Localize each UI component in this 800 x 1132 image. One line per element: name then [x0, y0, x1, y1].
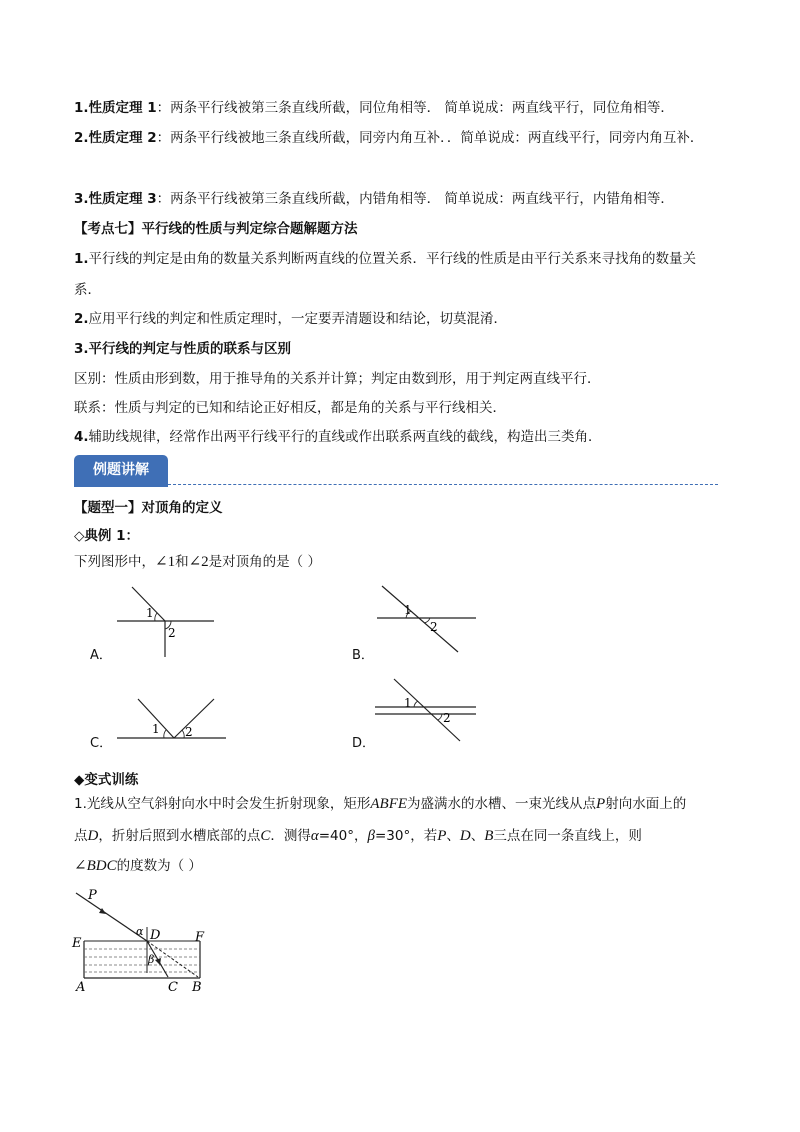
v3-a: 的度数为（ ）: [116, 858, 202, 874]
tank-label-e: E: [72, 936, 82, 951]
tixing-heading: 【题型一】对顶角的定义: [74, 500, 223, 516]
question-text: [74, 552, 321, 572]
tank-label-beta: β: [148, 953, 155, 966]
theorem-1-label: 1.性质定理 1: [74, 100, 157, 116]
v3-m1: ∠BDC: [74, 858, 117, 874]
fig-b-label-1: 1: [404, 603, 412, 617]
v1-c: 射向水面上的: [605, 796, 687, 812]
banner-dashed-rule: [168, 484, 718, 485]
question-and: 和: [175, 554, 189, 570]
kaodian-heading: 【考点七】平行线的性质与判定综合题解题方法: [74, 221, 358, 237]
fig-a-label-1: 1: [146, 606, 154, 620]
v2-f: 、: [446, 828, 460, 844]
theorem-3: [74, 189, 674, 209]
kaodian-p2-text: 应用平行线的判定和性质定理时，一定要弄清题设和结论，切莫混淆．: [88, 311, 508, 327]
tank-label-p: P: [88, 888, 97, 903]
v1-m1: ABFE: [370, 796, 408, 812]
theorem-1: [74, 98, 674, 118]
kaodian-p4-num: 4.: [74, 429, 89, 445]
v2-e: =30°，若: [374, 828, 438, 844]
question-part-b: 是对顶角的是（ ）: [208, 554, 321, 570]
variant-heading: ◆变式训练: [74, 772, 139, 788]
v2-m4: β: [367, 828, 375, 844]
figure-a: [110, 585, 220, 660]
v2-m6: D: [459, 828, 471, 844]
v2-d: =40°，: [318, 828, 368, 844]
theorem-3-text: ：两条平行线被第三条直线所截，内错角相等． 简单说成：两直线平行，内错角相等．: [156, 191, 674, 207]
v2-m3: α: [310, 828, 319, 844]
option-c[interactable]: C．: [90, 736, 113, 751]
kaodian-link: 联系：性质与判定的已知和结论正好相反，都是角的关系与平行线相关．: [74, 400, 506, 416]
v1-m2: P: [596, 796, 606, 812]
theorem-2: [74, 128, 703, 148]
banner-underline: [74, 484, 168, 487]
v1-b: 为盛满水的水槽、一束光线从点: [407, 796, 597, 812]
figure-b: [372, 582, 482, 657]
theorem-2-label: 2.性质定理 2: [74, 130, 157, 146]
example-banner: 例题讲解: [74, 455, 168, 485]
tank-label-c: C: [168, 980, 178, 995]
v2-b: ，折射后照到水槽底部的点: [98, 828, 261, 844]
tank-label-a: A: [76, 980, 86, 995]
fig-d-label-2: 2: [443, 711, 451, 725]
figure-d: [372, 677, 482, 745]
option-a[interactable]: A．: [90, 648, 112, 663]
example-label: ◇典例 1：: [74, 528, 139, 544]
fig-c-label-2: 2: [185, 725, 193, 739]
kaodian-p1-line1: 平行线的判定是由角的数量关系判断两直线的位置关系．平行线的性质是由平行关系来寻找角的数量关: [88, 251, 697, 267]
variant-line-2: [74, 826, 642, 846]
v2-m5: P: [437, 828, 447, 844]
v1-a: 1.光线从空气斜射向水中时会发生折射现象，矩形: [74, 796, 371, 812]
option-d[interactable]: D．: [352, 736, 376, 751]
fig-b-label-2: 2: [430, 620, 438, 634]
kaodian-p3-heading: 3.平行线的判定与性质的联系与区别: [74, 341, 292, 357]
tank-label-alpha: α: [136, 925, 144, 938]
tank-label-b: B: [192, 980, 202, 995]
variant-line-3: [74, 856, 202, 876]
question-angle-1: ∠1: [155, 554, 176, 570]
v2-h: 三点在同一条直线上，则: [493, 828, 642, 844]
variant-line-1: [74, 794, 686, 814]
kaodian-p1-num: 1.: [74, 251, 89, 267]
v2-c: ．测得: [270, 828, 311, 844]
fig-a-label-2: 2: [168, 626, 176, 640]
water-tank-figure: [70, 883, 220, 998]
tank-label-d: D: [150, 928, 161, 943]
kaodian-p2-num: 2.: [74, 311, 89, 327]
kaodian-diff: 区别：性质由形到数，用于推导角的关系并计算；判定由数到形，用于判定两直线平行．: [74, 371, 601, 387]
theorem-3-label: 3.性质定理 3: [74, 191, 157, 207]
question-angle-2: ∠2: [188, 554, 209, 570]
theorem-2-text: ：两条平行线被地三条直线所截，同旁内角互补．．简单说成：两直线平行，同旁内角互补．: [156, 130, 704, 146]
question-part-a: 下列图形中，: [74, 554, 155, 570]
v2-m1: D: [87, 828, 99, 844]
v2-a: 点: [74, 828, 88, 844]
v2-m2: C: [260, 828, 271, 844]
figure-c: [112, 695, 230, 747]
tank-label-f: F: [195, 930, 205, 945]
kaodian-p4: [74, 427, 602, 447]
theorem-1-text: ：两条平行线被第三条直线所截，同位角相等． 简单说成：两直线平行，同位角相等．: [156, 100, 674, 116]
option-b[interactable]: B．: [352, 648, 374, 663]
fig-d-label-1: 1: [404, 696, 412, 710]
v2-m7: B: [484, 828, 494, 844]
kaodian-p1-line2: 系．: [74, 282, 101, 298]
kaodian-p1: [74, 249, 696, 269]
kaodian-p2: [74, 309, 507, 329]
kaodian-p4-text: 辅助线规律，经常作出两平行线平行的直线或作出联系两直线的截线，构造出三类角．: [88, 429, 602, 445]
v2-g: 、: [470, 828, 485, 844]
fig-c-label-1: 1: [152, 722, 160, 736]
